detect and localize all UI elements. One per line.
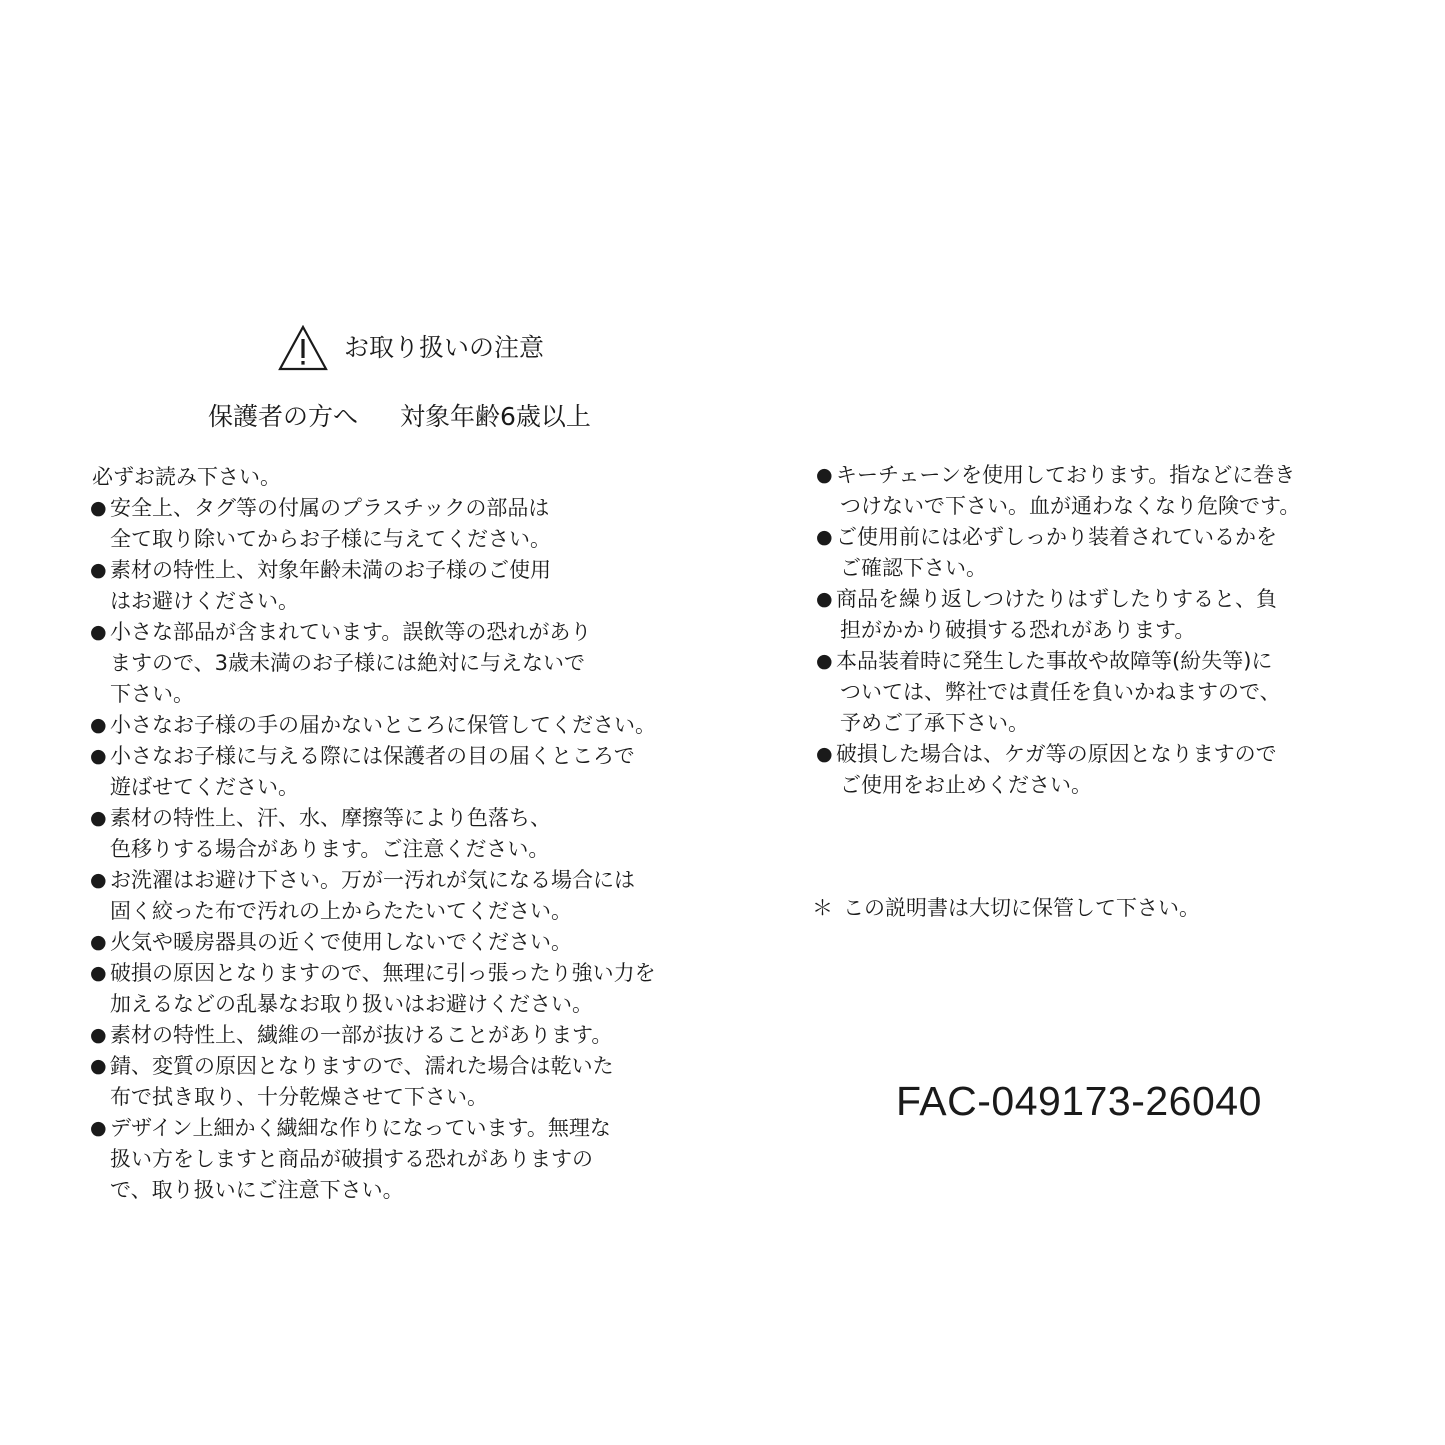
caution-line: 小さな部品が含まれています。誤飲等の恐れがあり: [110, 620, 592, 644]
caution-item: [816, 460, 1376, 522]
caution-line: 布で拭き取り、十分乾燥させて下さい。: [110, 1085, 488, 1109]
caution-line: 商品を繰り返しつけたりはずしたりすると、負: [836, 587, 1277, 611]
product-code: FAC-049173-26040: [896, 1078, 1262, 1124]
caution-item: [90, 741, 690, 803]
bullet-icon: ●: [90, 621, 107, 643]
note-mark: ＊: [812, 896, 833, 920]
caution-item: [816, 522, 1376, 584]
subtitle-audience: 保護者の方へ: [208, 402, 359, 431]
caution-line: お洗濯はお避け下さい。万が一汚れが気になる場合には: [110, 868, 635, 892]
caution-line: 担がかかり破損する恐れがあります。: [840, 618, 1196, 642]
caution-item: [90, 493, 690, 555]
caution-line: 小さなお子様に与える際には保護者の目の届くところで: [110, 744, 635, 768]
bullet-icon: ●: [90, 745, 107, 767]
subtitle-age: 対象年齢6歳以上: [400, 402, 591, 431]
intro-text: 必ずお読み下さい。: [92, 465, 281, 489]
caution-line: 全て取り除いてからお子様に与えてください。: [110, 527, 551, 551]
bullet-icon: ●: [816, 743, 833, 765]
bullet-icon: ●: [90, 1024, 107, 1046]
caution-line: キーチェーンを使用しております。指などに巻き: [836, 463, 1296, 487]
caution-item: [90, 617, 690, 710]
caution-item: [90, 1051, 690, 1113]
caution-line: ご使用前には必ずしっかり装着されているかを: [836, 525, 1277, 549]
note-text: この説明書は大切に保管して下さい。: [843, 896, 1200, 920]
bullet-icon: ●: [90, 559, 107, 581]
caution-line: 遊ばせてください。: [110, 775, 299, 799]
caution-item: [90, 555, 690, 617]
caution-item: [816, 739, 1376, 801]
caution-item: [90, 1113, 690, 1206]
right-item-list: [816, 460, 1376, 801]
left-item-list: [90, 493, 690, 1206]
caution-item: [90, 865, 690, 927]
caution-line: はお避けください。: [110, 589, 299, 613]
caution-line: ご確認下さい。: [840, 556, 987, 580]
caution-item: [816, 646, 1376, 739]
bullet-icon: ●: [90, 497, 107, 519]
bullet-icon: ●: [816, 588, 833, 610]
bullet-icon: ●: [90, 1117, 107, 1139]
left-column: [90, 462, 690, 1206]
storage-note: [812, 893, 1200, 924]
bullet-icon: ●: [90, 962, 107, 984]
caution-item: [90, 958, 690, 1020]
caution-line: 安全上、タグ等の付属のプラスチックの部品は: [110, 496, 550, 520]
caution-line: 素材の特性上、汗、水、摩擦等により色落ち、: [110, 806, 551, 830]
bullet-icon: ●: [90, 714, 107, 736]
bullet-icon: ●: [816, 650, 833, 672]
caution-line: 下さい。: [110, 682, 194, 706]
caution-item: [90, 803, 690, 865]
caution-line: 錆、変質の原因となりますので、濡れた場合は乾いた: [110, 1054, 614, 1078]
bullet-icon: ●: [90, 931, 107, 953]
caution-line: 扱い方をしますと商品が破損する恐れがありますの: [110, 1147, 593, 1171]
right-column: [816, 460, 1376, 801]
caution-line: 予めご了承下さい。: [840, 711, 1029, 735]
caution-line: 色移りする場合があります。ご注意ください。: [110, 837, 550, 861]
caution-line: で、取り扱いにご注意下さい。: [110, 1178, 404, 1202]
caution-item: [90, 710, 690, 741]
caution-line: 破損した場合は、ケガ等の原因となりますので: [836, 742, 1277, 766]
title-row: [278, 322, 544, 374]
subtitle: [208, 397, 591, 437]
caution-line: 本品装着時に発生した事故や故障等(紛失等)に: [836, 649, 1273, 673]
bullet-icon: ●: [90, 1055, 107, 1077]
caution-line: デザイン上細かく繊細な作りになっています。無理な: [110, 1116, 611, 1140]
page-title: お取り扱いの注意: [344, 333, 545, 362]
caution-line: 小さなお子様の手の届かないところに保管してください。: [110, 713, 656, 737]
caution-line: 素材の特性上、対象年齢未満のお子様のご使用: [110, 558, 551, 582]
caution-line: ついては、弊社では責任を負いかねますので、: [840, 680, 1281, 704]
bullet-icon: ●: [816, 526, 833, 548]
caution-line: 素材の特性上、繊維の一部が抜けることがあります。: [110, 1023, 613, 1047]
caution-line: 破損の原因となりますので、無理に引っ張ったり強い力を: [110, 961, 656, 985]
caution-item: [816, 584, 1376, 646]
caution-line: ご使用をお止めください。: [840, 773, 1092, 797]
warning-triangle-icon: [278, 325, 328, 371]
caution-line: つけないで下さい。血が通わなくなり危険です。: [840, 494, 1301, 518]
caution-line: 火気や暖房器具の近くで使用しないでください。: [110, 930, 572, 954]
caution-line: 加えるなどの乱暴なお取り扱いはお避けください。: [110, 992, 593, 1016]
bullet-icon: ●: [90, 807, 107, 829]
caution-item: [90, 927, 690, 958]
caution-line: 固く絞った布で汚れの上からたたいてください。: [110, 899, 572, 923]
bullet-icon: ●: [90, 869, 107, 891]
bullet-icon: ●: [816, 464, 833, 486]
caution-item: [90, 1020, 690, 1051]
caution-line: ますので、3歳未満のお子様には絶対に与えないで: [110, 651, 585, 675]
